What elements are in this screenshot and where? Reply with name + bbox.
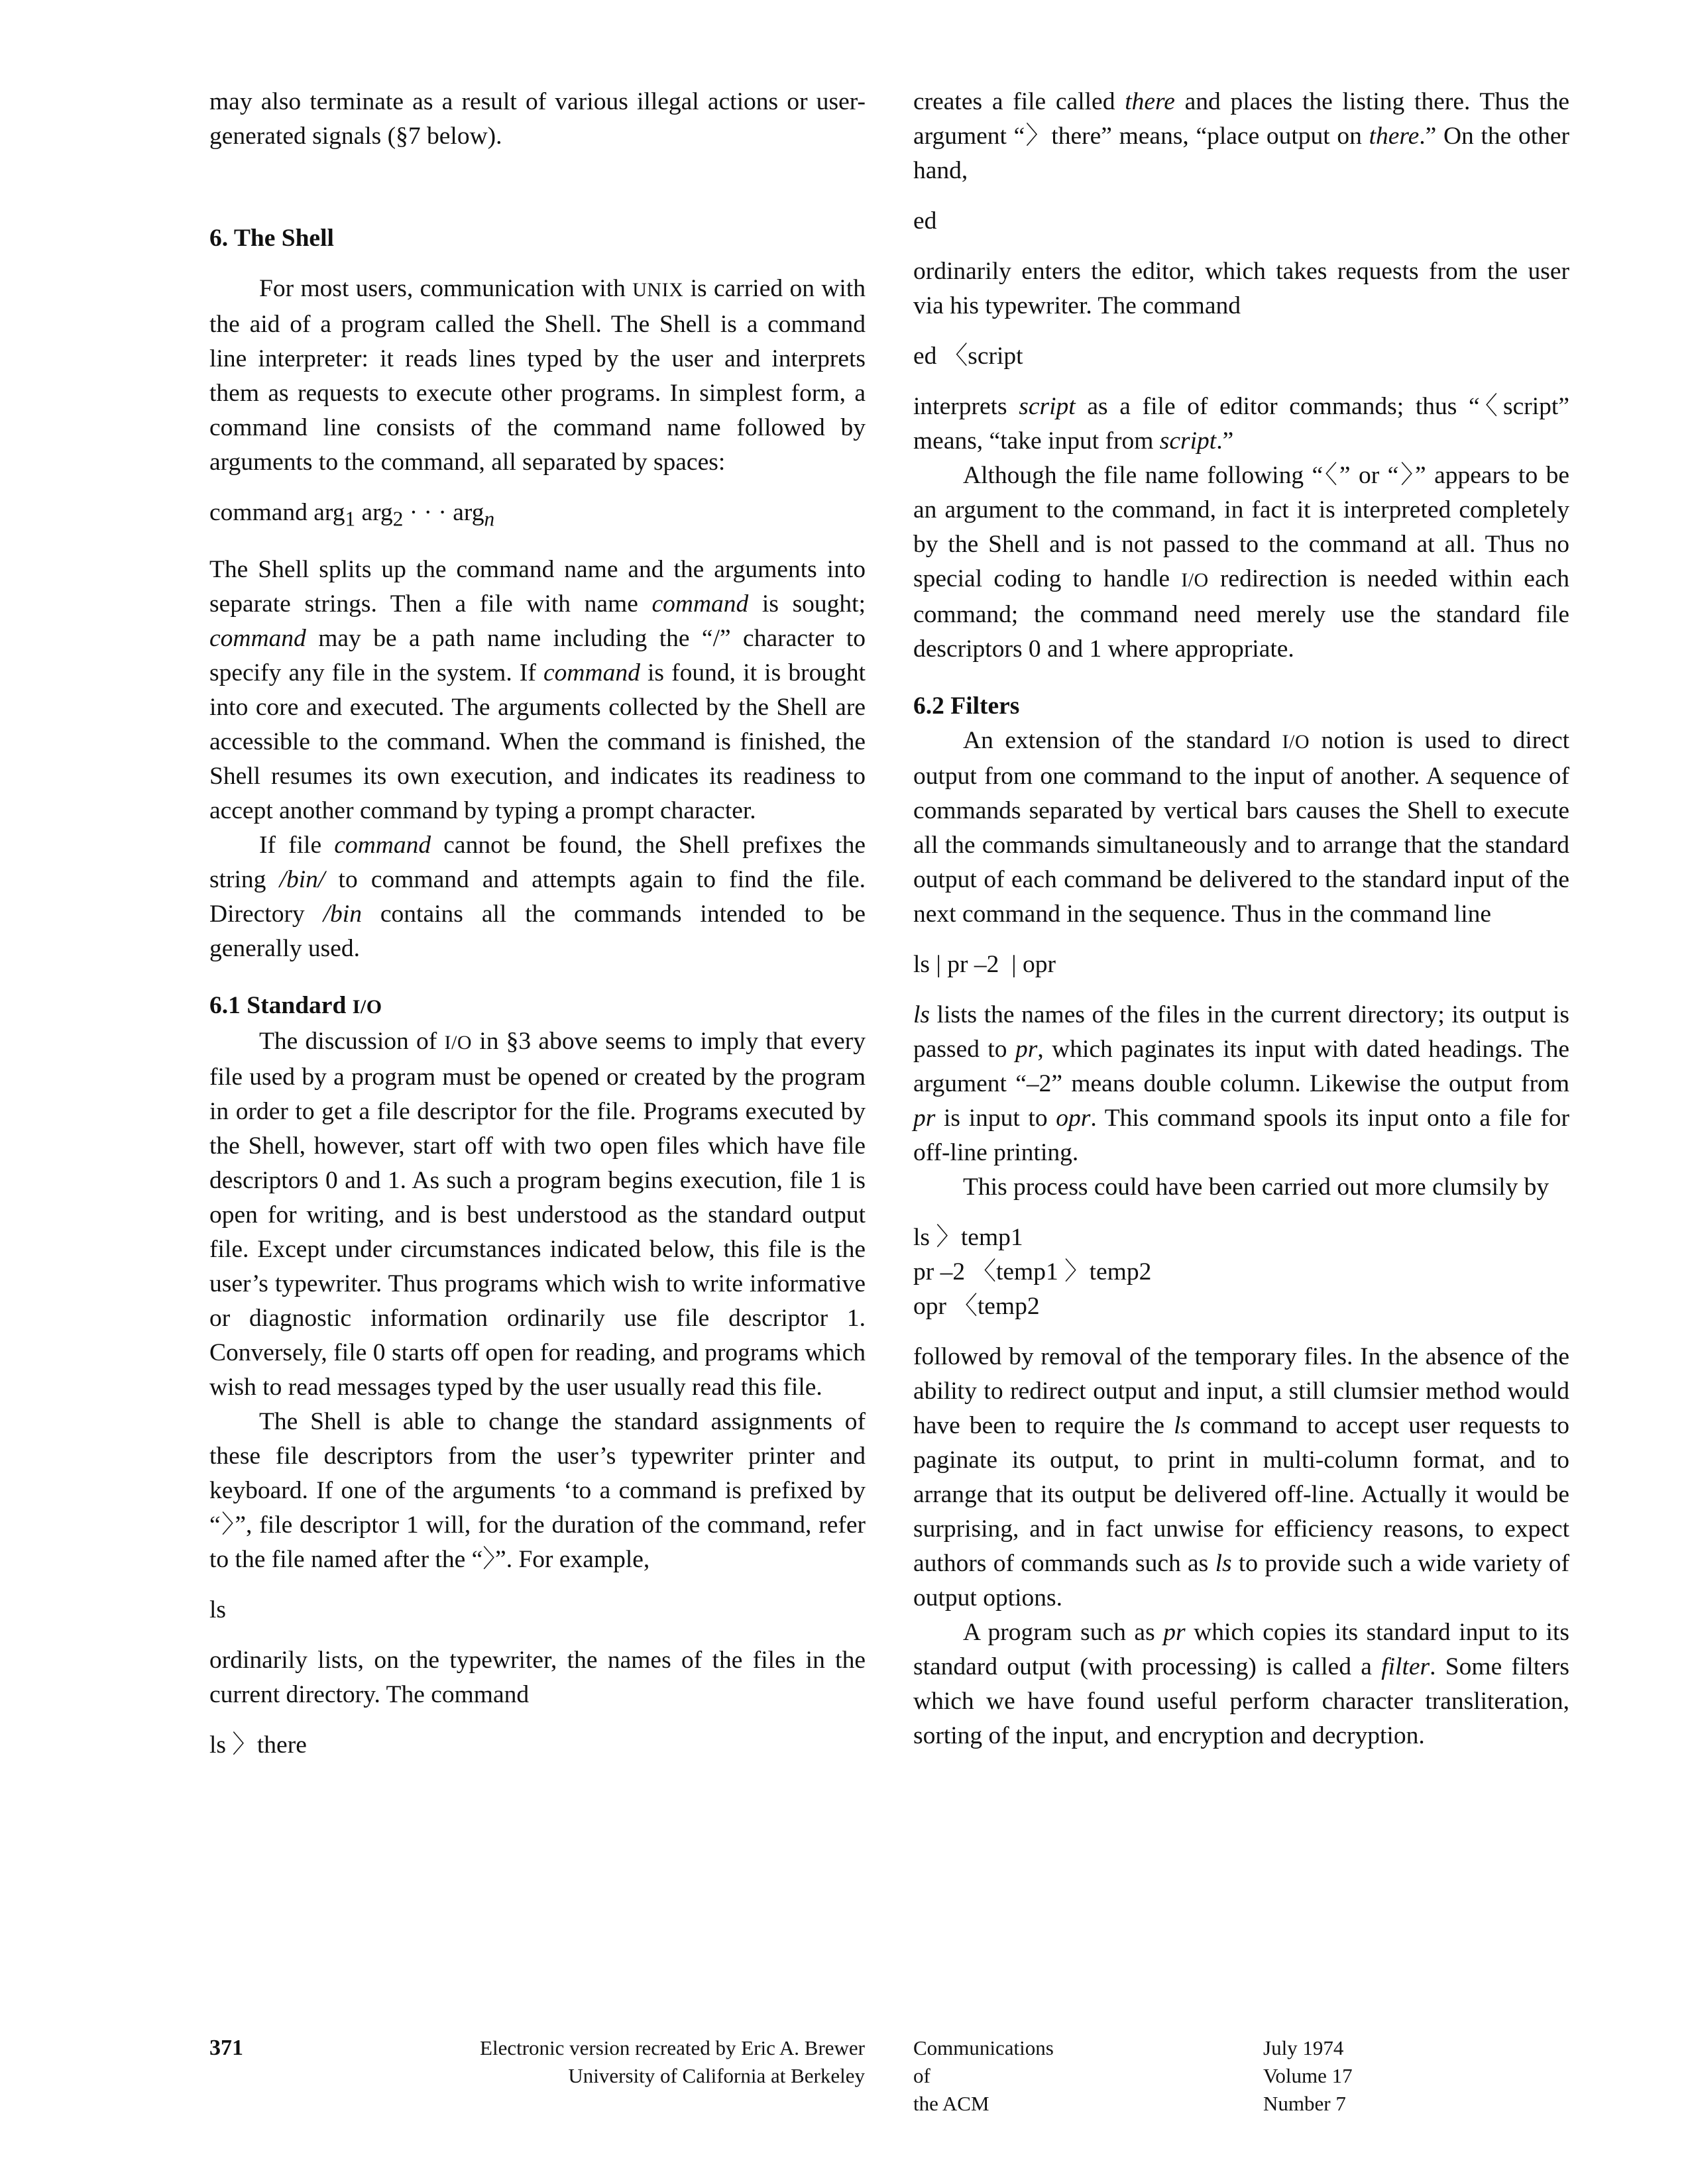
left-column [209,85,866,1778]
followed-paragraph: followed by removal of the temporary files. In the absence of the ability to redirect output and input, a still clumsier method would have been to require the ls command to accept user requests to paginate its output, to print in multi-column format, and to arrange that its output be delivered off-line. Actually it would be surprising, and in fact unwise for efficiency reasons, to expect authors of commands such as ls to provide such a wide variety of output options. [913,1343,1569,1611]
code-temp-line: pr –2 〈temp1 〉temp2 [913,1258,1152,1285]
code-ls: ls [209,1596,227,1623]
section-heading-shell: 6. The Shell [209,225,334,252]
footer-journal-line: the ACM [913,2092,989,2115]
code-pipe: ls | pr –2 | opr [913,951,1056,978]
footer-issue-line: July 1974 [1263,2036,1344,2059]
right-column [913,85,1569,1753]
footer-credit-line: Electronic version recreated by Eric A. Brewer [480,2036,865,2059]
filters-paragraph-1: An extension of the standard I/O notion is used to direct output from one command to the input of another. A sequence of commands separated by vertical bars causes the Shell to execute all the commands simultaneously and to arrange that the standard output of each command be delivered to the standard input of the next command in the sequence. Thus in the command line [913,727,1570,928]
shell-paragraph-3: If file command cannot be found, the Shell prefixes the string /bin/ to command and attempts again to find the file. Directory /bin contains all the commands intended to be generally used. [209,831,866,962]
code-temp-line: opr 〈temp2 [913,1293,1040,1320]
intro-paragraph: may also terminate as a result of various illegal actions or user-generated signals (§7 below). [209,88,866,150]
shell-paragraph-2: The Shell splits up the command name and the arguments into separate strings. Then a file with name command is sought; command may be a path name including the “/” character to specify any file in the system. If command is found, it is brought into core and executed. The arguments collected by the Shell are accessible to the command. When the command is finished, the Shell resumes its own execution, and indicates its readiness to accept another command by typing a prompt character. [209,555,866,824]
code-ed: ed [913,207,937,235]
there-paragraph: creates a file called there and places the listing there. Thus the argument “〉there” means, “place output on there.” On the other hand, [913,88,1569,184]
although-paragraph: Although the file name following “〈” or “〉” appears to be an argument to the command, in fact it is interpreted completely by the Shell and is not passed to the command at all. Thus no special coding to handle I/O redirection is needed within each command; the command need merely use the standard file descriptors 0 and 1 where appropriate. [913,462,1569,663]
ls-paragraph: ls lists the names of the files in the current directory; its output is passed to pr, which paginates its input with dated headings. The argument “–2” means double column. Likewise the output from pr is input to opr. This command spools its input onto a file for off-line printing. [913,1001,1569,1166]
code-temp-block [913,1221,1569,1324]
unix-smallcaps: UNIX [632,279,684,301]
io-paragraph-3: ordinarily lists, on the typewriter, the names of the files in the current directory. The command [209,1646,866,1708]
code-temp-line: ls 〉temp1 [913,1224,1023,1251]
ed-paragraph: ordinarily enters the editor, which takes requests from the user via his typewriter. The command [913,258,1569,319]
io-paragraph-1: The discussion of I/O in §3 above seems to imply that every file used by a program must be opened or created by the program in order to get a file descriptor for the file. Programs executed by the Shell, however, start off with two open files which have file descriptors 0 and 1. As such a program begins execution, file 1 is open for writing, and is best understood as the standard output file. Except under circumstances indicated below, this file is the user’s typewriter. Thus programs which wish to write informative or diagnostic information ordinarily use file descriptor 1. Conversely, file 0 starts off open for reading, and programs which wish to read messages typed by the user usually read this file. [209,1027,866,1401]
subsection-heading-standard-io: 6.1 Standard I/O [209,991,382,1019]
filter-definition-paragraph: A program such as pr which copies its standard input to its standard output (with processing) is called a filter. Some filters which we have found useful perform character transliteration, sorting of the input, and encryption and decryption. [913,1619,1569,1749]
footer-issue-line: Number 7 [1263,2092,1346,2115]
footer-issue-line: Volume 17 [1263,2064,1353,2087]
io-paragraph-2: The Shell is able to change the standard assignments of these file descriptors from the user’s typewriter printer and keyboard. If one of the arguments ‘to a command is prefixed by “〉”, file descriptor 1 will, for the duration of the command, refer to the file named after the “〉”. For example, [209,1407,866,1573]
command-syntax-example: command arg$_1$ arg$_2$ · · · arg$_n$ [209,499,495,531]
footer-credit [424,2034,865,2090]
script-paragraph: interprets script as a file of editor commands; thus “〈script” means, “take input from script.” [913,393,1569,455]
footer-journal-line: Communications [913,2036,1054,2059]
footer-credit-line: University of California at Berkeley [568,2064,865,2087]
footer-journal [913,2034,1054,2118]
process-paragraph: This process could have been carried out more clumsily by [963,1174,1549,1201]
subsection-heading-filters: 6.2 Filters [913,692,1020,720]
page-number: 371 [209,2036,243,2060]
shell-paragraph-1: For most users, communication with UNIX is carried on with the aid of a program called the Shell. The Shell is a command line interpreter: it reads lines typed by the user and interprets them as requests to execute other programs. In simplest form, a command line consists of the command name followed by arguments to the command, all separated by spaces: [209,275,866,476]
code-ls-there: ls 〉there [209,1731,307,1759]
footer-journal-line: of [913,2064,930,2087]
footer-issue [1263,2034,1353,2118]
code-ed-script: ed 〈script [913,343,1023,370]
